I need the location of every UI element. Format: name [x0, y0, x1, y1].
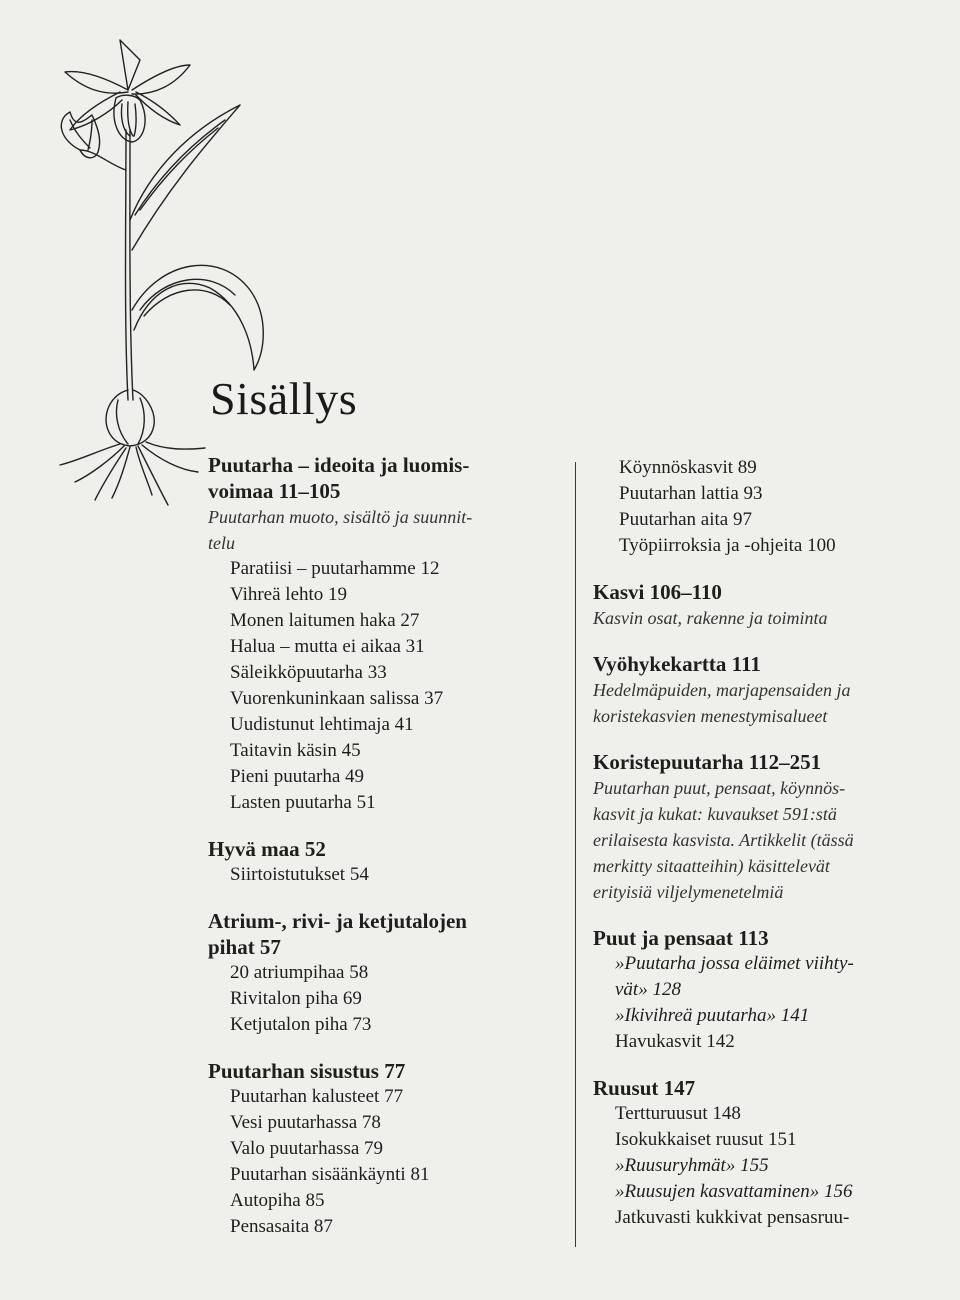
toc-entry: Köynnöskasvit 89 [619, 457, 757, 478]
toc-entry: Siirtoistutukset 54 [230, 864, 369, 885]
section-description-line: koristekasvien menestymisalueet [593, 706, 828, 726]
toc-section [208, 1058, 566, 1240]
toc-entry: »Ikivihreä puutarha» 141 [615, 1005, 810, 1026]
toc-entry: Puutarhan kalusteet 77 [230, 1086, 404, 1107]
toc-section [593, 1075, 943, 1231]
toc-entry: 20 atriumpihaa 58 [230, 962, 369, 983]
section-title [208, 1058, 566, 1084]
toc-entry: Tertturuusut 148 [615, 1103, 741, 1124]
toc-entry: Puutarhan lattia 93 [619, 483, 763, 504]
toc-section [593, 579, 943, 631]
toc-entry: Vihreä lehto 19 [230, 584, 348, 605]
toc-entry: vät» 128 [615, 979, 681, 1000]
toc-entry: Rivitalon piha 69 [230, 988, 362, 1009]
section-description-line: telu [208, 533, 235, 553]
toc-entry: Havukasvit 142 [615, 1031, 735, 1052]
toc-entry: Monen laitumen haka 27 [230, 610, 420, 631]
section-title [593, 651, 943, 677]
section-description-line: Hedelmäpuiden, marjapensaiden ja [593, 680, 851, 700]
section-title-line: Koristepuutarha 112–251 [593, 750, 822, 774]
toc-entry: Paratiisi – puutarhamme 12 [230, 558, 440, 579]
toc-entry: Lasten puutarha 51 [230, 792, 376, 813]
toc-entry: Uudistunut lehtimaja 41 [230, 714, 414, 735]
toc-section [208, 836, 566, 888]
toc-entry: Pensasaita 87 [230, 1216, 333, 1237]
section-title-line: Ruusut 147 [593, 1076, 696, 1100]
toc-section [208, 908, 566, 1038]
section-title [593, 579, 943, 605]
section-title-line: Hyvä maa 52 [208, 837, 326, 861]
toc-entry: Valo puutarhassa 79 [230, 1138, 384, 1159]
section-title-line: pihat 57 [208, 935, 281, 959]
section-title [593, 1075, 943, 1101]
toc-entry: Jatkuvasti kukkivat pensasruu- [615, 1207, 850, 1228]
section-description-line: Puutarhan muoto, sisältö ja suunnit- [208, 507, 473, 527]
page-title: Sisällys [210, 373, 358, 424]
section-title-line: Puutarha – ideoita ja luomis- [208, 453, 470, 477]
toc-entry: Taitavin käsin 45 [230, 740, 361, 761]
section-title-line: Kasvi 106–110 [593, 580, 722, 604]
toc-entry: Vesi puutarhassa 78 [230, 1112, 381, 1133]
toc-section [208, 452, 566, 816]
continued-entries [593, 455, 943, 559]
toc-entry: Pieni puutarha 49 [230, 766, 365, 787]
section-title-line: Vyöhykekartta 111 [593, 652, 761, 676]
toc-section [593, 651, 943, 729]
section-title-line: voimaa 11–105 [208, 479, 341, 503]
toc-entry: Työpiirroksia ja -ohjeita 100 [619, 535, 836, 556]
section-description-line: merkitty sitaatteihin) käsittelevät [593, 856, 830, 876]
section-title-line: Puutarhan sisustus 77 [208, 1059, 406, 1083]
toc-entry: Autopiha 85 [230, 1190, 325, 1211]
section-title-line: Puut ja pensaat 113 [593, 926, 769, 950]
left-column [208, 452, 566, 1260]
toc-entry: Vuorenkuninkaan salissa 37 [230, 688, 444, 709]
toc-entry: Puutarhan sisäänkäynti 81 [230, 1164, 430, 1185]
column-divider [575, 462, 576, 1247]
section-description-line: Kasvin osat, rakenne ja toiminta [593, 608, 828, 628]
toc-section [593, 749, 943, 905]
section-title-line: Atrium-, rivi- ja ketjutalojen [208, 909, 467, 933]
toc-entry: »Ruusuryhmät» 155 [615, 1155, 769, 1176]
toc-entry: Puutarhan aita 97 [619, 509, 752, 530]
section-description-line: erilaisesta kasvista. Artikkelit (tässä [593, 830, 854, 850]
toc-entry: Ketjutalon piha 73 [230, 1014, 372, 1035]
section-description-line: kasvit ja kukat: kuvaukset 591:stä [593, 804, 837, 824]
section-title [208, 908, 566, 960]
toc-entry: »Puutarha jossa eläimet viihty- [615, 953, 854, 974]
right-column [593, 455, 943, 1251]
section-description-line: erityisiä viljelymenetelmiä [593, 882, 784, 902]
section-title [593, 749, 943, 775]
toc-entry: Halua – mutta ei aikaa 31 [230, 636, 425, 657]
toc-entry: »Ruusujen kasvattaminen» 156 [615, 1181, 853, 1202]
orchid-illustration [40, 20, 290, 510]
section-title [208, 452, 566, 504]
section-title [593, 925, 943, 951]
toc-entry: Isokukkaiset ruusut 151 [615, 1129, 797, 1150]
section-description-line: Puutarhan puut, pensaat, köynnös- [593, 778, 846, 798]
toc-section [593, 925, 943, 1055]
toc-entry: Säleikköpuutarha 33 [230, 662, 387, 683]
section-title [208, 836, 566, 862]
